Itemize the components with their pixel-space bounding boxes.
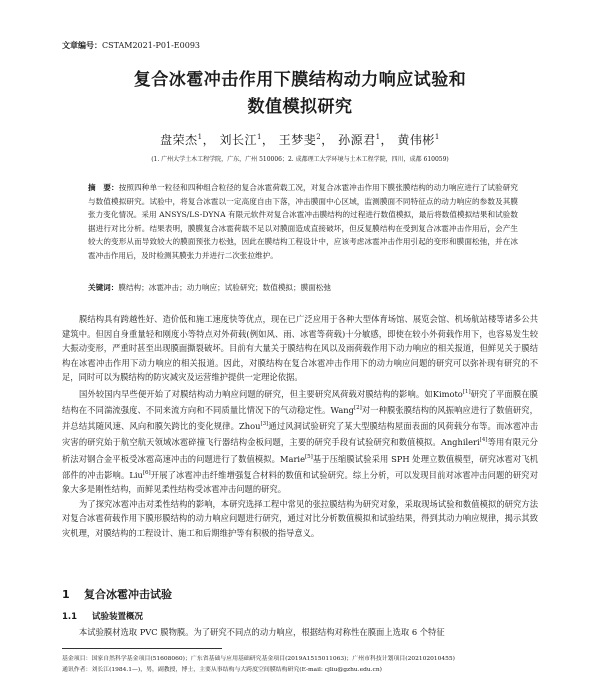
paragraph-text: 开展了冰雹冲击纤维增强复合材料的数值和试验研究。综上分析，可以发现目前对冰雹冲击问题的研究对象大多是刚性结构，而鲜见柔性结构受冰雹冲击问题的研究。 <box>62 469 538 495</box>
keywords-label: 关键词： <box>88 283 119 292</box>
keywords-text: 膜结构；冰雹冲击；动力响应；试验研究；数值模拟；膜面松弛 <box>118 283 331 292</box>
body-text <box>62 312 538 540</box>
paragraph-text: 等用有限元分析法对钢合金平板受冰雹高速冲击的问题进行了数值模拟。Marie <box>62 437 538 464</box>
paragraph-literature <box>62 385 538 497</box>
paragraph-text: 基于压缩膜试验采用 SPH 处理立数值模型，研究冰雹对飞机部件的冲击影响。Liu <box>62 453 538 480</box>
author-affil-mark: 1 <box>434 133 440 141</box>
paragraph-text: 研究了平面膜在膜结构在不同湍流强度、不同来流方向和不同质量比情况下的气动稳定性。Wang <box>62 388 538 415</box>
paper-title-line-1: 复合冰雹冲击作用下膜结构动力响应试验和 <box>133 70 467 90</box>
abstract <box>88 181 518 263</box>
citation-mark: [5] <box>305 453 313 460</box>
paper-title-line-2: 数值模拟研究 <box>247 97 353 117</box>
affiliation: (1. 广州大学土木工程学院，广东，广州 510006；2. 成都理工大学环境与土木工程学院，四川，成都 610059) <box>151 156 449 163</box>
paragraph-intro: 膜结构具有跨越性好、造价低和施工速度快等优点，现在已广泛应用于各种大型体育场馆、展览会馆、机场航站楼等诸多公共建筑中。但因自身重量轻和刚度小等特点对外荷载(例如风、雨、冰雹等荷载)十分敏感，即使在较小外荷载作用下，也容易发生较大振动变形，严重时甚至出现膜面撕裂破坏。目前有大量关于膜结构在风以及雨荷载作用下动力响应的相关报道，但鲜见关于膜结构在冰雹冲击作用下动力响应的相关报道。因此，对膜结构在复合冰雹冲击作用下的动力响应问题的研究可以弥补现有研究的不足，同时可以为膜结构的防灾减灾及运营维护提供一定理论依据。 <box>62 314 538 382</box>
citation-mark: [3] <box>260 421 269 428</box>
author-name: 孙源君 <box>338 133 376 147</box>
author-name: 刘长江 <box>219 133 257 147</box>
article-number-value: CSTAM2021-P01-E0093 <box>102 41 200 50</box>
article-number-label: 文章编号： <box>62 41 102 50</box>
author-affil-mark: 2 <box>316 133 322 141</box>
footnote-divider <box>62 648 222 649</box>
citation-mark: [4] <box>479 437 488 444</box>
abstract-text: 按照四种单一粒径和四种组合粒径的复合冰雹荷载工况，对复合冰雹冲击作用下膜张膜结构的动力响应进行了试验研究与数值模拟研究。试验中，将复合冰雹以一定高度自由下落，冲击膜面中心区域，监测膜面不同特征点的动力响应的参数及其膜张力变化情况。采用 ANSYS/LS-DYNA 有限元软件对复合冰雹冲击膜结构的过程进行数值模拟，最后将数值模拟结果和试验数据进行对比分析。结果表明，膜膜复合冰雹荷载不足以对膜面造成直接破坏，但反复膜结构在受到复合冰雹冲击作用后，会产生较大的变形从而导致较大的膜面预张力松弛，因此在膜结构工程设计中，应该考虑冰雹冲击作用引起的变形和膜面松弛，并在冰雹冲击作用后，及时检测其膜张力并进行二次张拉维护。 <box>88 183 519 260</box>
abstract-label: 摘 要： <box>88 183 119 192</box>
section-heading <box>62 586 172 602</box>
subsection-title: 试验装置概况 <box>92 612 144 622</box>
author-affil-mark: 1 <box>197 133 203 141</box>
article-number <box>62 40 200 51</box>
author-name: 黄伟彬 <box>397 133 435 147</box>
paragraph-text: 国外较国内早些便开始了对膜结构动力响应问题的研究，但主要研究风荷载对膜结构的影响。如Kimoto <box>79 388 463 399</box>
author-list: 盘荣杰$^1$， 刘长江$^1$， 王梦斐$^2$， 孙源君$^1$， 黄伟彬$^1$ <box>160 133 440 147</box>
paragraph-setup: 本试验膜材选取 PVC 膜物膜。为了研究不同点的动力响应，根据结构对称性在膜面上选取 6 个特征 <box>79 627 445 637</box>
subsection-heading <box>62 610 143 622</box>
citation-mark: [1] <box>462 388 471 395</box>
author-affil-mark: 1 <box>375 133 381 141</box>
keywords <box>88 282 518 293</box>
author-name: 盘荣杰 <box>160 133 198 147</box>
citation-mark: [6] <box>142 469 151 476</box>
section-title: 复合冰雹冲击试验 <box>84 588 172 601</box>
author-affil-mark: 1 <box>256 133 262 141</box>
footnote-funding: 基金项目：国家自然科学基金项目(51608060)；广东省基础与应用基础研究基金项目(2019A1515011063)；广州市科技计划项目(202102010455) <box>62 656 455 662</box>
footnote-author-bio: 通讯作者：刘长江(1984.1—)，男，副教授，博士，主要从事结构与大跨度空间膜结构研究(E-mail: cjliu@gzhu.edu.cn) <box>62 667 382 673</box>
paragraph-purpose: 为了探究冰雹冲击对柔性结构的影响，本研究选择工程中常见的张拉膜结构为研究对象，采取现场试验和数值模拟的研究方法对复合冰雹荷载作用下膜形膜结构的动力响应问题进行研究，通过对比分析数值模拟和试验结果，得到其动力响应规律，揭示其致灾机理，对膜结构的工程设计、施工和后期维护等有积极的指导意义。 <box>62 498 538 538</box>
paragraph-text: 通过风洞试验研究了某大型膜结构屋面表面的风荷载分布等。而冰雹冲击灾害的研究始于航空航天领域冰雹碎撞飞行器结构金板问题，主要的研究手段有试验研究和数值模拟。Anghileri <box>62 420 538 448</box>
paragraph-text: 对一种膜张膜结构的风振响应进行了数值研究，并总结其随风速、风向和膜矢跨比的变化规律。Zhou <box>62 404 538 431</box>
author-name: 王梦斐 <box>278 133 317 147</box>
subsection-number: 1.1 <box>62 612 78 622</box>
citation-mark: [2] <box>353 404 362 411</box>
section-number: 1 <box>62 588 70 601</box>
